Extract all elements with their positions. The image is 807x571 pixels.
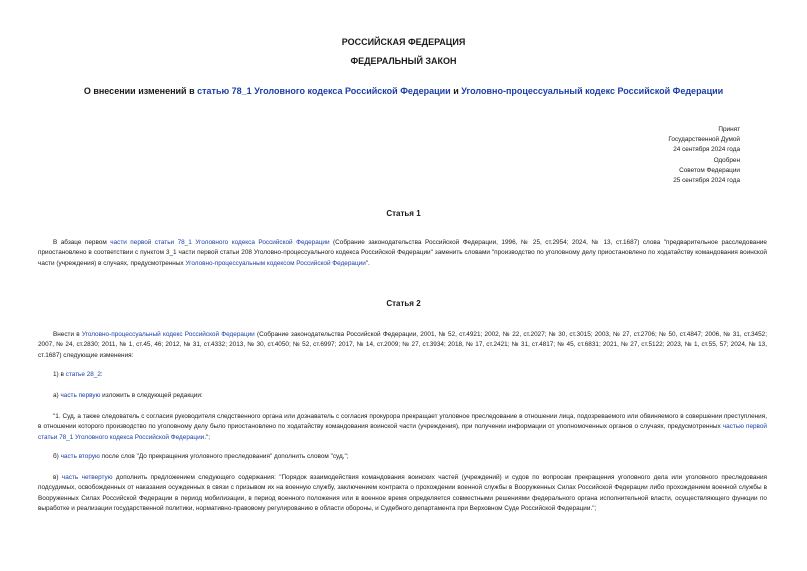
title-text-1: О внесении изменений в bbox=[83, 86, 198, 96]
article-2-intro bbox=[38, 330, 767, 361]
item-1 bbox=[38, 370, 767, 380]
paragraph-text: в) bbox=[53, 474, 62, 481]
link-criminal-procedure-code[interactable]: Уголовно-процессуальным кодексом Российской Федерации bbox=[185, 259, 366, 267]
link-part1-article-78-1[interactable]: части первой статьи 78_1 Уголовного кодекса Российской Федерации bbox=[110, 239, 330, 246]
adoption-line: Принят bbox=[718, 126, 740, 133]
link-part-one[interactable]: часть первую bbox=[60, 392, 101, 399]
link-part-four[interactable]: часть четвертую bbox=[61, 474, 113, 481]
title-link-article-78-1[interactable]: статью 78_1 Уголовного кодекса Российской Федерации bbox=[197, 86, 451, 96]
adoption-line: 25 сентября 2024 года bbox=[673, 177, 740, 185]
paragraph-text: ". bbox=[365, 259, 370, 267]
title-link-criminal-procedure-code[interactable]: Уголовно-процессуальный кодекс Российской Федерации bbox=[461, 86, 724, 96]
adoption-line: Государственной Думой bbox=[668, 136, 740, 144]
link-part1-article-78-1[interactable]: частью первой статьи 78_1 Уголовного кодекса Российской Федерации bbox=[38, 423, 768, 441]
paragraph-text: 1) в bbox=[53, 371, 66, 378]
paragraph-text: "1. Суд, а также следователь с согласия руководителя следственного органа или дознаватель с согласия прокурора прекращает уголовное преследование в отношении лица, подозреваемого или обвиняемого в совершении преступления, в отношении которого производство по уголовному делу было приостановлено по ходатайству командования воинской части (учреждения), при получении информации от уполномоченных органов о случаях, предусмотренных bbox=[38, 413, 767, 431]
item-a-quote bbox=[38, 412, 767, 443]
adoption-block bbox=[668, 125, 740, 186]
link-part-two[interactable]: часть вторую bbox=[60, 453, 100, 460]
title-text-2: и bbox=[450, 86, 462, 96]
paragraph-text: В абзаце первом bbox=[53, 239, 111, 246]
item-b bbox=[38, 452, 767, 462]
item-a bbox=[38, 391, 767, 401]
paragraph-text: б) bbox=[53, 453, 61, 460]
adoption-line: 24 сентября 2024 года bbox=[673, 146, 740, 154]
paragraph-text: дополнить предложением следующего содержания: "Порядок взаимодействия командования воинских частей (учреждений) и судов по вопросам прекращения уголовного дела или уголовного преследования подсудимых, освобожденных от наказания осужденных в связи с призывом их на военную службу, заключением контракта о прохождении военной службы в Вооруженных Силах Российской Федерации либо прохождением военной службы в Вооруженных Силах Российской Федерации в период мобилизации, в период военного положения или в военное время определяется совместными решениями федерального органа исполнительной власти, осуществляющего функции по выработке и реализации государственной политики, нормативно-правовому регулированию в области обороны, и Судебного департамента при Верховном Суде Российской Федерации."; bbox=[38, 474, 767, 513]
paragraph-text: Внести в bbox=[53, 331, 82, 338]
paragraph-text: а) bbox=[53, 392, 61, 399]
item-c bbox=[38, 473, 767, 515]
paragraph-text: : bbox=[100, 371, 103, 378]
paragraph-text: изложить в следующей редакции: bbox=[100, 392, 203, 399]
link-article-28-2[interactable]: статье 28_2 bbox=[65, 371, 101, 378]
paragraph-text: ."; bbox=[204, 433, 211, 441]
article-2-heading: Статья 2 bbox=[386, 299, 421, 308]
law-title bbox=[0, 86, 807, 96]
link-criminal-procedure-code[interactable]: Уголовно-процессуальный кодекс Российской Федерации bbox=[81, 331, 255, 338]
article-1-paragraph bbox=[38, 238, 767, 269]
country-heading: РОССИЙСКАЯ ФЕДЕРАЦИЯ bbox=[341, 37, 466, 47]
paragraph-text: (Собрание законодательства Российской Федерации, 1996, № 25, ст.2954; 2024, № 13, ст.1687) слова "предварительное расследование приостановлено в соответствии с пунктом 3_1 части первой статьи 208 Уголовно-процессуального кодекса Российской Федерации" заменить словами "производство по уголовному делу приостановлено по ходатайству командования воинской части (учреждения) в случаях, предусмотренных bbox=[38, 239, 767, 267]
doc-type-heading: ФЕДЕРАЛЬНЫЙ ЗАКОН bbox=[350, 56, 457, 66]
adoption-line: Одобрен bbox=[713, 156, 740, 164]
paragraph-text: (Собрание законодательства Российской Федерации, 2001, № 52, ст.4921; 2002, № 22, ст.2027; № 30, ст.3015; 2003, № 27, ст.2706; № 50, ст.4847; 2006, № 31, ст.3452; 2007, № 24, ст.2830; 2011, № 1, ст.45, 46; 2012, № 31, ст.4332; 2013, № 30, ст.4050; № 52, ст.6997; 2017, № 14, ст.2009; № 27, ст.3934; 2018, № 17, ст.2421; № 31, ст.4817; № 45, ст.6831; 2021, № 27, ст.5122; 2023, № 1, ст.55, 57; 2024, № 13, ст.1687) следующие изменения: bbox=[38, 331, 767, 359]
paragraph-text: после слов "До прекращения уголовного преследования" дополнить словом "суд,"; bbox=[99, 453, 349, 460]
article-1-heading: Статья 1 bbox=[386, 209, 421, 218]
adoption-line: Советом Федерации bbox=[679, 166, 740, 174]
